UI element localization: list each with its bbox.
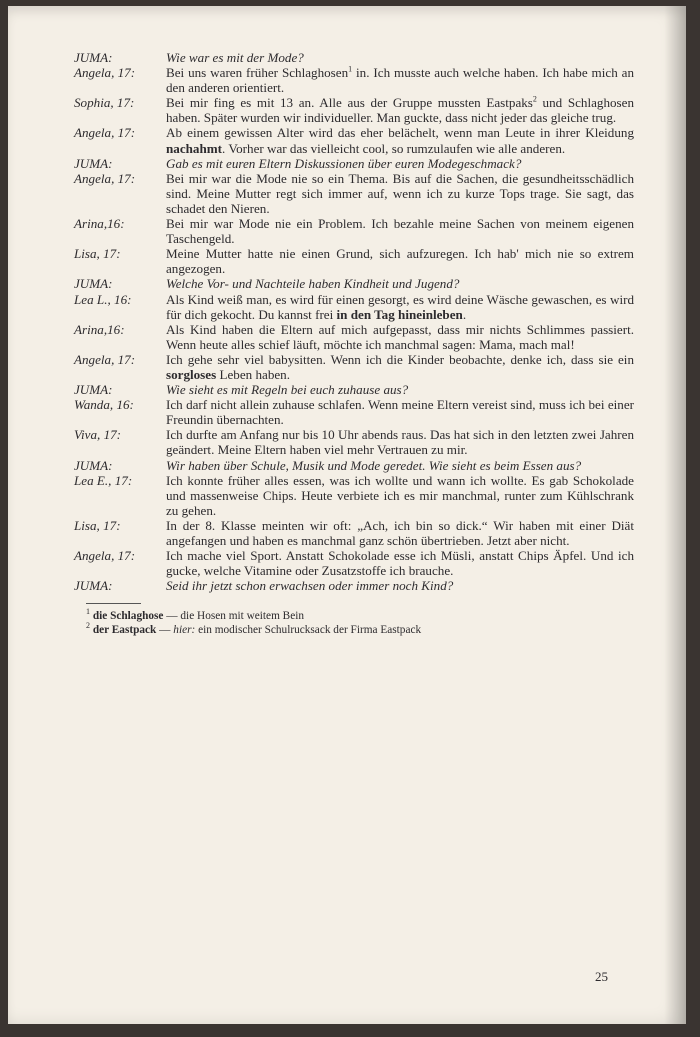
interview-question [74, 458, 634, 473]
interview-answer [74, 216, 634, 246]
question-text: Seid ihr jetzt schon erwachsen oder immer noch Kind? [166, 578, 454, 594]
speaker-label: Wanda, 16: [74, 397, 134, 413]
footnote-number: 2 [86, 621, 90, 631]
interview-question [74, 382, 634, 397]
interview-answer [74, 171, 634, 216]
speaker-label: JUMA: [74, 276, 113, 292]
answer-text: Ich mache viel Sport. Anstatt Schokolade esse ich Müsli, anstatt Chips Äpfel. Und ich gucke, welche Vitamine oder Zusatzstoffe ich brauche. [166, 548, 634, 579]
dialogue-list [74, 50, 634, 593]
speaker-label: Lea E., 17: [74, 472, 133, 488]
speaker-label: JUMA: [74, 382, 113, 398]
footnote-term: die Schlaghose [92, 610, 164, 623]
answer-text: Als Kind haben die Eltern auf mich aufgepasst, dass mir nichts Schlimmes passiert. Wenn heute alles schief läuft, möchte ich manchmal sagen: Mama, mach mal! [166, 321, 634, 352]
speaker-label: Lisa, 17: [74, 517, 121, 533]
footnote-term: der Eastpack [92, 623, 157, 636]
speaker-label: Arina,16: [74, 321, 125, 337]
speaker-label: Viva, 17: [74, 427, 122, 443]
answer-text: Ich darf nicht allein zuhause schlafen. Wenn meine Eltern vereist sind, muss ich bei einer Freundin übernachten. [166, 397, 634, 428]
page-number: 25 [595, 969, 608, 984]
footnote-rule [86, 603, 141, 604]
answer-text: Ich durfte am Anfang nur bis 10 Uhr abends raus. Das hat sich in den letzten zwei Jahren geändert. Meine Eltern haben viel mehr Vertrauen zu mir. [166, 427, 634, 458]
speaker-label: Angela, 17: [74, 125, 136, 141]
interview-answer [74, 352, 634, 382]
interview-answer [74, 246, 634, 276]
footnote-definition: die Hosen mit weitem Bein [180, 610, 305, 623]
footnote-item [86, 621, 634, 638]
speaker-label: Sophia, 17: [74, 95, 135, 111]
book-spine-shadow [664, 6, 686, 1024]
speaker-label: Angela, 17: [74, 170, 136, 186]
interview-text [74, 50, 634, 637]
footnote-dash: — [163, 610, 181, 623]
question-text: Wie sieht es mit Regeln bei euch zuhause aus? [166, 382, 409, 398]
footnote-number: 1 [86, 607, 90, 617]
speaker-label: Arina,16: [74, 216, 125, 232]
interview-answer [74, 548, 634, 578]
book-page [8, 6, 686, 1024]
footnote-mark: 1 [348, 64, 353, 74]
highlighted-word: in den Tag hineinleben [336, 306, 463, 322]
speaker-label: JUMA: [74, 50, 113, 65]
footnote-mark: 2 [532, 94, 537, 104]
footnote-qualifier: hier: [173, 623, 196, 636]
footnote-item [86, 607, 634, 624]
question-text: Wir haben über Schule, Musik und Mode geredet. Wie sieht es beim Essen aus? [166, 457, 582, 473]
footnote-dash: — [156, 623, 174, 636]
question-text: Welche Vor- und Nachteile haben Kindheit und Jugend? [166, 276, 460, 292]
interview-question [74, 276, 634, 291]
footnote-definition: ein modischer Schulrucksack der Firma Eastpack [195, 623, 422, 636]
answer-text: Bei mir war Mode nie ein Problem. Ich bezahle meine Sachen von meinem eigenen Taschengeld. [166, 216, 634, 247]
speaker-label: Angela, 17: [74, 65, 136, 81]
highlighted-word: sorgloses [166, 366, 217, 382]
interview-answer [74, 518, 634, 548]
speaker-label: Lea L., 16: [74, 291, 132, 307]
answer-text: Bei uns waren früher Schlaghosen$^1$ in. Ich musste auch welche haben. Ich habe mich an den anderen orientiert. [166, 64, 635, 96]
interview-question [74, 578, 634, 593]
speaker-label: Lisa, 17: [74, 246, 121, 262]
footnotes [74, 607, 634, 637]
answer-text: Ich gehe sehr viel babysitten. Wenn ich die Kinder beobachte, denke ich, dass sie ein sorgloses Leben haben. [166, 351, 634, 382]
answer-text: Bei mir fing es mit 13 an. Alle aus der Gruppe mussten Eastpaks$^2$ und Schlaghosen haben. Später wurden wir individueller. Man guckte, dass nicht jeder das gleiche trug. [166, 94, 635, 126]
speaker-label: JUMA: [74, 155, 113, 171]
interview-answer [74, 322, 634, 352]
speaker-label: Angela, 17: [74, 548, 136, 564]
interview-answer [74, 292, 634, 322]
interview-answer [74, 473, 634, 518]
interview-question [74, 50, 634, 65]
interview-answer [74, 125, 634, 155]
interview-answer [74, 65, 634, 95]
interview-answer [74, 427, 634, 457]
interview-question [74, 156, 634, 171]
answer-text: Ich konnte früher alles essen, was ich wollte und wann ich wollte. Es gab Schokolade und massenweise Chips. Heute verbiete ich es mir manchmal, runter zum Kühlschrank zu gehen. [166, 472, 634, 518]
speaker-label: JUMA: [74, 578, 113, 594]
interview-answer [74, 95, 634, 125]
answer-text: Bei mir war die Mode nie so ein Thema. Bis auf die Sachen, die gesundheitsschädlich sind. Meine Mutter regt sich immer auf, wenn ich zu kurze Tops trage. Sie sagt, das schadet den Nieren. [166, 170, 634, 216]
interview-answer [74, 397, 634, 427]
speaker-label: JUMA: [74, 457, 113, 473]
highlighted-word: nachahmt [166, 140, 223, 156]
answer-text: Als Kind weiß man, es wird für einen gesorgt, es wird deine Wäsche gewaschen, es wird für dich gekocht. Du kannst frei in den Tag hineinleben. [166, 291, 634, 322]
answer-text: Ab einem gewissen Alter wird das eher belächelt, wenn man Leute in ihrer Kleidung nachahmt. Vorher war das vielleicht cool, so rumzulaufen wie alle anderen. [166, 125, 634, 156]
answer-text: Meine Mutter hatte nie einen Grund, sich aufzuregen. Ich hab' mich nie so extrem angezogen. [166, 246, 634, 277]
question-text: Gab es mit euren Eltern Diskussionen über euren Modegeschmack? [166, 155, 522, 171]
question-text: Wie war es mit der Mode? [166, 50, 304, 65]
answer-text: In der 8. Klasse meinten wir oft: „Ach, ich bin so dick.“ Wir haben mit einer Diät angefangen und haben es manchmal ganz schön übertrieben. Jetzt aber nicht. [166, 517, 634, 548]
speaker-label: Angela, 17: [74, 351, 136, 367]
